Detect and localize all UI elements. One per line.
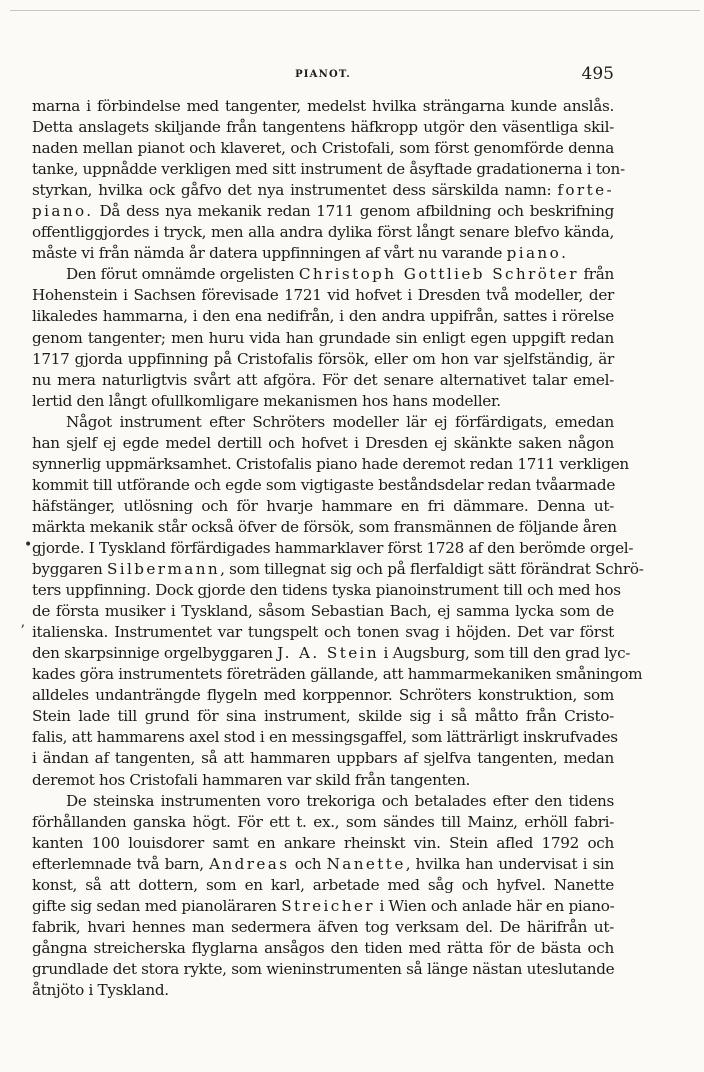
text-line: åtnjöto i Tyskland. bbox=[32, 980, 169, 999]
text-line: synnerlig uppmärksamhet. Cristofalis piano hade deremot redan 1711 verkligen bbox=[32, 454, 629, 473]
text-line: De steinska instrumenten voro trekoriga och betalades efter den tidens bbox=[66, 791, 614, 810]
text-line: måste vi från nämda år datera uppfinningen af vårt nu varande piano. bbox=[32, 244, 566, 263]
spaced-term: piano bbox=[506, 244, 562, 263]
text-line: marna i förbindelse med tangenter, medelst hvilka strängarna kunde anslås. bbox=[32, 97, 614, 115]
text-line: han sjelf ej egde medel dertill och hofvet i Dresden ej skänkte saken någon bbox=[32, 433, 614, 452]
text-line: 1717 gjorda uppfinning på Cristofalis försök, eller om hon var sjelfständig, är bbox=[32, 349, 614, 368]
text-line: grundlade det stora rykte, som wieninstrumenten så länge nästan uteslutande bbox=[32, 959, 615, 978]
margin-tick-mark: ʼ bbox=[20, 623, 25, 639]
text-line: styrkan, hvilka ock gåfvo det nya instrumentet dess särskilda namn: forte- bbox=[32, 181, 614, 200]
text-line: falis, att hammarens axel stod i en messingsgaffel, som lätträrligt inskrufvades bbox=[32, 728, 618, 747]
text-line: byggaren Silbermann, som tillegnat sig och på flerfaldigt sätt förändrat Schrö- bbox=[32, 560, 644, 579]
spaced-name: Christoph Gottlieb Schröter bbox=[298, 265, 579, 284]
spaced-term: piano. bbox=[32, 202, 94, 221]
text-line: efterlemnade två barn, Andreas och Nanette, hvilka han undervisat i sin bbox=[32, 854, 615, 873]
text-line: naden mellan pianot och klaveret, och Cristofali, som först genomförde denna bbox=[32, 139, 614, 158]
margin-dot-mark: • bbox=[24, 537, 33, 553]
text-line: kanten 100 louisdorer samt en ankare rheinskt vin. Stein afled 1792 och bbox=[32, 833, 614, 852]
page-top-rule bbox=[10, 10, 700, 11]
spaced-name: J. A. Stein bbox=[277, 644, 380, 663]
spaced-name: Andreas bbox=[209, 854, 290, 873]
text-line: tanke, uppnådde verkligen med sitt instrument de åsyftade gradationerna i ton- bbox=[32, 160, 625, 179]
text-line: likaledes hammarna, i den ena nedifrån, i den andra uppifrån, sattes i rörelse bbox=[32, 307, 614, 326]
text-line: kades göra instrumentets företräden gällande, att hammarmekaniken småningom bbox=[32, 665, 643, 684]
spaced-name: Streicher bbox=[281, 896, 375, 915]
text-line: konst, så att dottern, som en karl, arbetade med såg och hyfvel. Nanette bbox=[32, 875, 614, 894]
text-line: ters uppfinning. Dock gjorde den tidens tyska pianoinstrument till och med hos bbox=[32, 581, 621, 600]
text-line: märkta mekanik står också öfver de försök, som fransmännen de följande åren bbox=[32, 517, 617, 536]
text-line: häfstänger, utlösning och för hvarje hammare en fri dämmare. Denna ut- bbox=[32, 496, 614, 515]
text-line: i ändan af tangenten, så att hammaren uppbars af sjelfva tangenten, medan bbox=[32, 749, 614, 768]
text-line: förhållanden ganska högt. För ett t. ex., som sändes till Mainz, erhöll fabri- bbox=[32, 812, 614, 831]
body-text bbox=[32, 96, 644, 1001]
text-line: de första musiker i Tyskland, såsom Sebastian Bach, ej samma lycka som de bbox=[32, 602, 614, 621]
running-title: PIANOT. bbox=[295, 69, 351, 80]
spaced-name: Nanette bbox=[326, 854, 406, 873]
text-line: lertid den långt ofullkomligare mekanismen hos hans modeller. bbox=[32, 391, 501, 410]
text-line: den skarpsinnige orgelbyggaren J. A. Stein i Augsburg, som till den grad lyc- bbox=[32, 644, 631, 663]
page-number: 495 bbox=[581, 64, 614, 84]
text-line: italienska. Instrumentet var tungspelt och tonen svag i höjden. Det var först bbox=[32, 623, 614, 642]
text-line: alldeles undanträngde flygeln med korppennor. Schröters konstruktion, som bbox=[32, 686, 614, 705]
spaced-name: Silbermann bbox=[106, 560, 221, 579]
text-line: gångna streicherska flyglarna ansågos den tiden med rätta för de bästa och bbox=[32, 938, 614, 957]
text-line: kommit till utförande och egde som vigtigaste beståndsdelar redan tvåarmade bbox=[32, 475, 616, 494]
spaced-term: forte- bbox=[557, 181, 614, 200]
text-line: fabrik, hvari hennes man sedermera äfven tog verksam del. De härifrån ut- bbox=[32, 917, 614, 936]
text-line: genom tangenter; men huru vida han grundade sin enligt egen uppgift redan bbox=[32, 328, 614, 347]
text-line: offentliggjordes i tryck, men alla andra dylika först långt senare blefvo kända, bbox=[32, 223, 614, 242]
text-line: Hohenstein i Sachsen förevisade 1721 vid hofvet i Dresden två modeller, der bbox=[32, 286, 614, 305]
text-line: deremot hos Cristofali hammaren var skild från tangenten. bbox=[32, 770, 471, 789]
text-line: Den förut omnämde orgelisten Christoph Gottlieb Schröter från bbox=[66, 265, 614, 284]
text-line: piano. Då dess nya mekanik redan 1711 genom afbildning och beskrifning bbox=[32, 202, 614, 221]
text-line: nu mera naturligtvis svårt att afgöra. För det senare alternativet talar emel- bbox=[32, 370, 614, 389]
text-line: gjorde. I Tyskland förfärdigades hammarklaver först 1728 af den berömde orgel- bbox=[32, 538, 634, 557]
page-header bbox=[32, 64, 614, 84]
text-line: Något instrument efter Schröters modeller lär ej förfärdigats, emedan bbox=[66, 412, 614, 431]
text-line: Stein lade till grund för sina instrument, skilde sig i så måtto från Cristo- bbox=[32, 707, 614, 726]
text-line: Detta anslagets skiljande från tangentens häfkropp utgör den väsentliga skil- bbox=[32, 118, 614, 137]
text-line: gifte sig sedan med pianoläraren Streicher i Wien och anlade här en piano- bbox=[32, 896, 615, 915]
